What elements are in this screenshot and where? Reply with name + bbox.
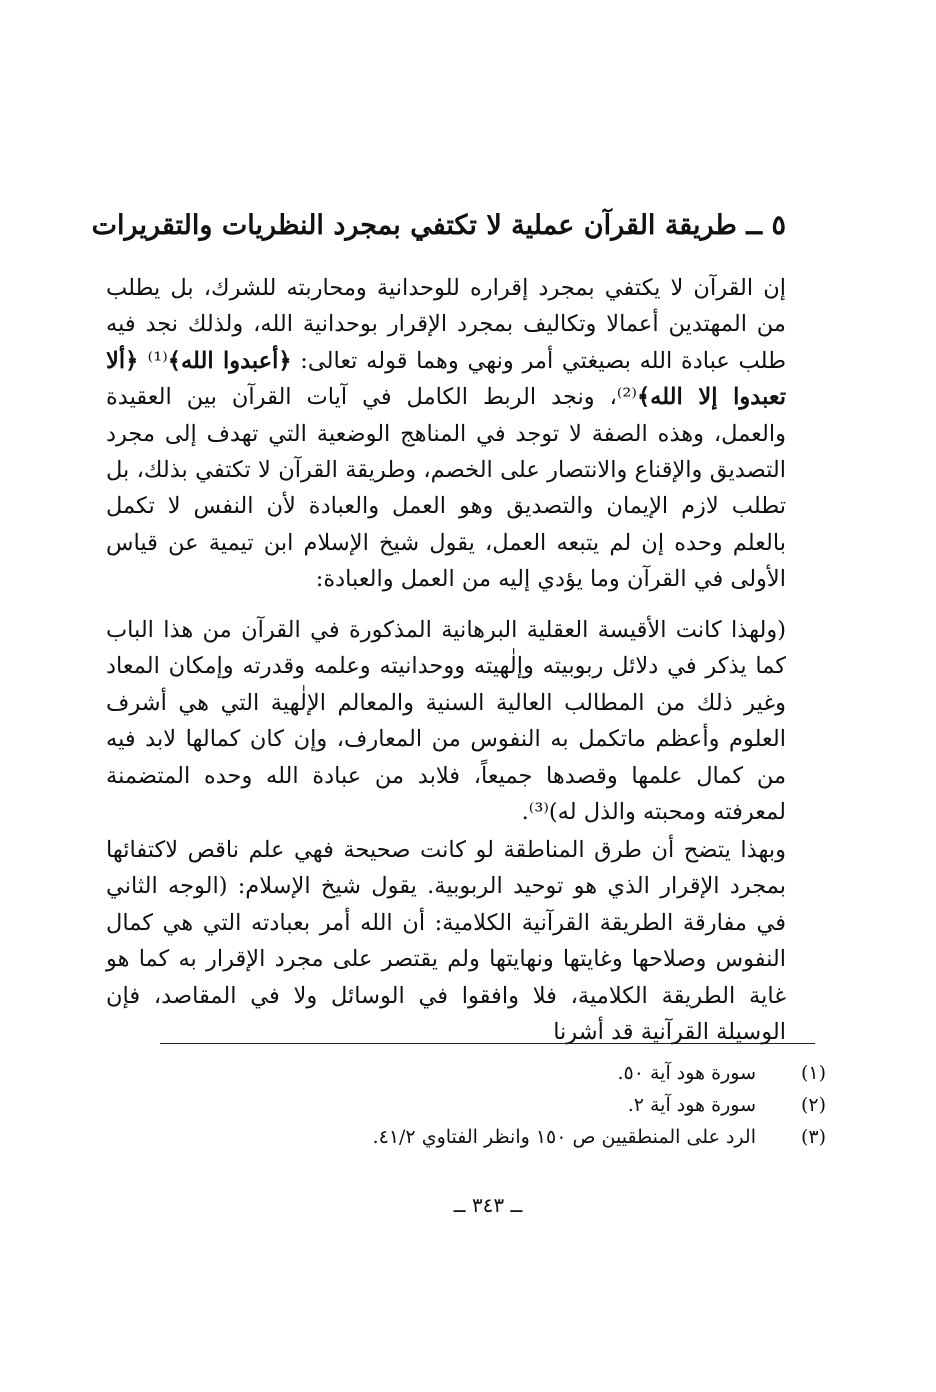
footnote-number: (١)	[800, 1062, 826, 1084]
footnote-3	[226, 1121, 826, 1153]
quran-quote-2: ﴿ألا تعبدوا إلا الله﴾	[106, 347, 786, 411]
quran-quote-1: ﴿أعبدوا الله﴾	[167, 347, 292, 374]
footnote-text: سورة هود آية ٢.	[627, 1094, 756, 1116]
page-number: ــ ٣٤٣ ــ	[453, 1193, 523, 1217]
paragraph-2-quotation: (ولهذا كانت الأقيسة العقلية البرهانية المذكورة في القرآن من هذا الباب كما يذكر في دلائل ربوبيته وإلٰهيته ووحدانيته وعلمه وقدرته وإمكان المعاد وغير ذلك من المطالب العالية السنية والمعالم الإلٰهية التي هي أشرف العلوم وأعظم ماتكمل به النفوس من المعارف، وإن كان كمالها لابد فيه من كمال علمها وقصدها جميعاً، فلابد من عبادة الله وحده المتضمنة لمعرفته ومحبته والذل له)⁽³⁾.	[106, 617, 786, 826]
footnote-text: سورة هود آية ٥٠.	[617, 1062, 756, 1084]
footnote-number: (٣)	[800, 1126, 826, 1148]
footnote-divider	[160, 1043, 815, 1044]
footnote-number: (٢)	[800, 1094, 826, 1116]
footnote-text: الرد على المنطقيين ص ١٥٠ وانظر الفتاوي ٤١/٢.	[372, 1126, 756, 1148]
paragraph-1-rest: ، ونجد الربط الكامل في آيات القرآن بين العقيدة والعمل، وهذه الصفة لا توجد في المناهج الوضعية التي تهدف إلى مجرد التصديق والإقناع والانتصار على الخصم، وطريقة القرآن لا تكتفي بذلك، بل تطلب لازم الإيمان والتصديق وهو العمل والعبادة لأن النفس لا تكمل بالعلم وحده إن لم يتبعه العمل، يقول شيخ الإسلام ابن تيمية عن قياس الأولى في القرآن وما يؤدي إليه من العمل والعبادة:	[106, 384, 786, 593]
footnotes	[226, 1057, 826, 1153]
footnote-ref-1: ⁽¹⁾	[147, 347, 168, 374]
paragraph-3: وبهذا يتضح أن طرق المناطقة لو كانت صحيحة فهي علم ناقص لاكتفائها بمجرد الإقرار الذي هو توحيد الربوبية. يقول شيخ الإسلام: (الوجه الثاني في مفارقة الطريقة القرآنية الكلامية: أن الله أمر بعبادته التي هي كمال النفوس وصلاحها وغايتها ونهايتها ولم يقتصر على مجرد الإقرار به كما هو غاية الطريقة الكلامية، فلا وافقوا في الوسائل ولا في المقاصد، فإن الوسيلة القرآنية قد أشرنا	[106, 837, 786, 1046]
paragraph-1	[106, 270, 786, 598]
section-heading: ٥ ــ طريقة القرآن عملية لا تكتفي بمجرد النظريات والتقريرات	[91, 210, 786, 241]
footnote-2	[226, 1089, 826, 1121]
paragraph-1-intro: إن القرآن لا يكتفي بمجرد إقراره للوحدانية ومحاربته للشرك، بل يطلب من المهتدين أعمالا وتكاليف بمجرد الإقرار بوحدانية الله، ولذلك نجد فيه طلب عبادة الله بصيغتي أمر ونهي وهما قوله تعالى:	[106, 275, 786, 374]
footnote-ref-2: ⁽²⁾	[616, 384, 637, 411]
footnote-1	[226, 1057, 826, 1089]
